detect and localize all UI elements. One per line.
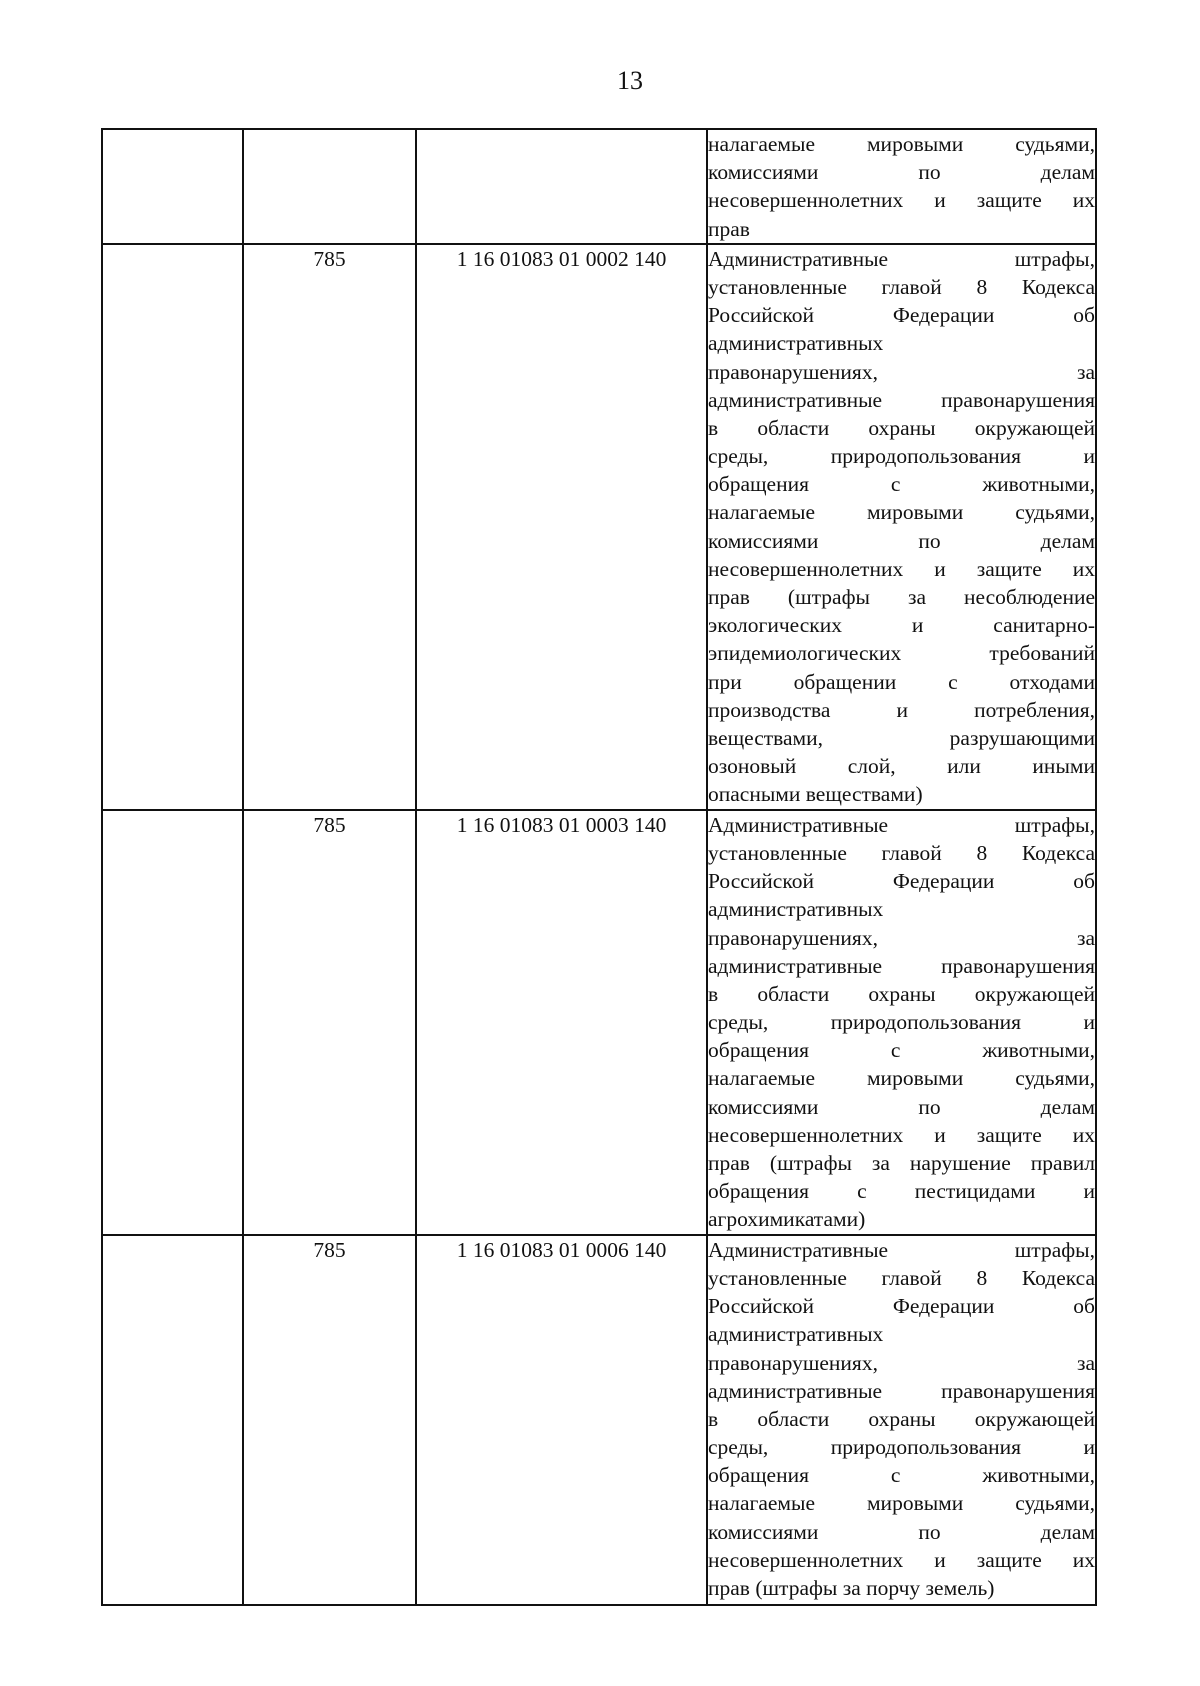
kbk-code-cell: 1 16 01083 01 0006 140	[416, 1235, 707, 1605]
description-line: правонарушениях, за	[708, 1350, 1095, 1375]
description-line: среды, природопользования и	[708, 1010, 1095, 1035]
description-line: комиссиями по делам	[708, 160, 1095, 185]
kbk-code-cell	[416, 129, 707, 244]
description-cell	[707, 244, 1096, 810]
description-line: административные правонарушения	[708, 1378, 1095, 1403]
description-line: Российской Федерации об	[708, 869, 1095, 894]
description-line: Административные штрафы,	[708, 1237, 1095, 1262]
row-number-cell	[102, 244, 243, 810]
description-line: агрохимикатами)	[708, 1207, 866, 1232]
description-line: несовершеннолетних и защите их	[708, 188, 1095, 213]
admin-code-cell	[243, 129, 416, 244]
description-line: налагаемые мировыми судьями,	[708, 132, 1095, 156]
table-row	[102, 1235, 1096, 1605]
description-line: налагаемые мировыми судьями,	[708, 1491, 1095, 1516]
description-line: в области охраны окружающей	[708, 981, 1095, 1006]
description-line: несовершеннолетних и защите их	[708, 556, 1095, 581]
description-line: при обращении с отходами	[708, 669, 1095, 694]
description-line: несовершеннолетних и защите их	[708, 1547, 1095, 1572]
description-line: комиссиями по делам	[708, 528, 1095, 553]
description-line: обращения с животными,	[708, 1038, 1095, 1063]
description-line: Административные штрафы,	[708, 246, 1095, 271]
description-line: среды, природопользования и	[708, 1435, 1095, 1460]
description-line: озоновый слой, или иными	[708, 754, 1095, 779]
description-line: налагаемые мировыми судьями,	[708, 1066, 1095, 1091]
description-line: экологических и санитарно-	[708, 613, 1095, 638]
budget-codes-table	[101, 128, 1097, 1606]
page-number: 13	[617, 66, 643, 95]
description-line: установленные главой 8 Кодекса	[708, 1265, 1095, 1290]
description-line: производства и потребления,	[708, 697, 1095, 722]
row-number-cell	[102, 129, 243, 244]
table-row	[102, 810, 1096, 1235]
description-line: административные правонарушения	[708, 387, 1095, 412]
description-line: административных	[708, 897, 884, 922]
description-line: прав (штрафы за несоблюдение	[708, 585, 1095, 609]
table-row	[102, 129, 1096, 244]
description-line: обращения с животными,	[708, 472, 1095, 497]
description-line: административные правонарушения	[708, 953, 1095, 978]
description-line: Российской Федерации об	[708, 1294, 1095, 1319]
description-line: в области охраны окружающей	[708, 415, 1095, 440]
description-line: в области охраны окружающей	[708, 1406, 1095, 1431]
description-line: опасными веществами)	[708, 782, 923, 807]
description-line: обращения с пестицидами и	[708, 1179, 1095, 1204]
description-line: налагаемые мировыми судьями,	[708, 500, 1095, 525]
kbk-code-cell: 1 16 01083 01 0003 140	[416, 810, 707, 1235]
description-line: обращения с животными,	[708, 1463, 1095, 1488]
description-cell	[707, 129, 1096, 244]
row-number-cell	[102, 810, 243, 1235]
description-cell	[707, 1235, 1096, 1605]
description-line: несовершеннолетних и защите их	[708, 1122, 1095, 1147]
description-line: комиссиями по делам	[708, 1094, 1095, 1119]
description-line: эпидемиологических требований	[708, 641, 1095, 666]
description-line: Российской Федерации об	[708, 303, 1095, 328]
description-line: веществами, разрушающими	[708, 725, 1095, 750]
description-line: правонарушениях, за	[708, 359, 1095, 384]
table-row	[102, 244, 1096, 810]
row-number-cell	[102, 1235, 243, 1605]
description-line: Административные штрафы,	[708, 812, 1095, 837]
description-line: прав (штрафы за порчу земель)	[708, 1576, 995, 1600]
description-line: прав	[708, 216, 750, 241]
description-line: комиссиями по делам	[708, 1519, 1095, 1544]
admin-code-cell: 785	[243, 1235, 416, 1605]
description-line: правонарушениях, за	[708, 925, 1095, 950]
kbk-code-cell: 1 16 01083 01 0002 140	[416, 244, 707, 810]
description-line: административных	[708, 1322, 884, 1347]
description-line: среды, природопользования и	[708, 444, 1095, 469]
description-line: установленные главой 8 Кодекса	[708, 840, 1095, 865]
description-line: административных	[708, 331, 884, 356]
description-cell	[707, 810, 1096, 1235]
description-line: установленные главой 8 Кодекса	[708, 274, 1095, 299]
description-line: прав (штрафы за нарушение правил	[708, 1151, 1095, 1175]
admin-code-cell: 785	[243, 810, 416, 1235]
admin-code-cell: 785	[243, 244, 416, 810]
